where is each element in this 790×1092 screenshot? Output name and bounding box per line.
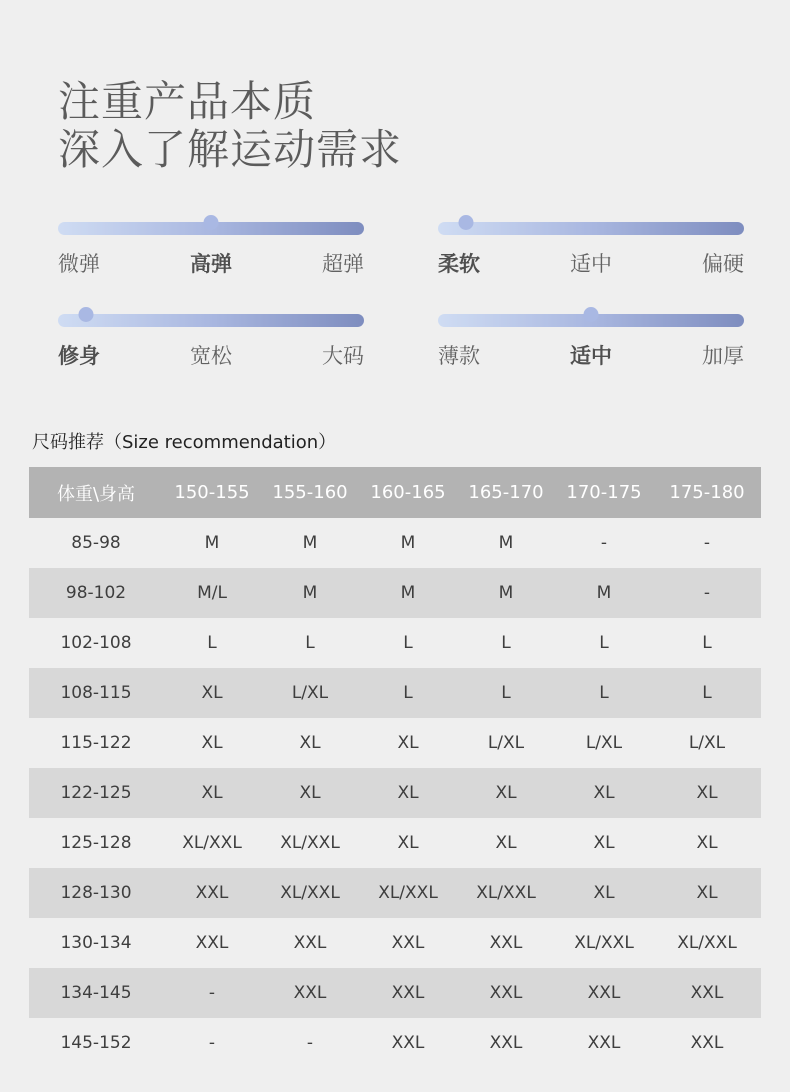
size-cell: XXL [359, 1018, 457, 1068]
size-table-title: 尺码推荐（Size recommendation） [32, 432, 337, 453]
table-row [29, 718, 761, 768]
scale-knob [204, 215, 219, 230]
header-height-range: 175-180 [653, 467, 761, 518]
size-cell: XXL [359, 968, 457, 1018]
weight-range-cell: 130-134 [29, 918, 163, 968]
size-cell: M [359, 568, 457, 618]
scale-label-low: 薄款 [438, 344, 480, 368]
size-cell: XL [163, 668, 261, 718]
size-cell: - [555, 518, 653, 568]
size-cell: - [163, 1018, 261, 1068]
size-cell: XXL [653, 1018, 761, 1068]
header-weight-height: 体重\身高 [29, 467, 163, 518]
size-cell: XL/XXL [653, 918, 761, 968]
size-cell: M [555, 568, 653, 618]
size-cell: L [457, 618, 555, 668]
size-cell: L [653, 618, 761, 668]
size-cell: XXL [555, 1018, 653, 1068]
scale-track [58, 314, 364, 327]
size-cell: M [457, 518, 555, 568]
size-cell: M [163, 518, 261, 568]
table-row [29, 668, 761, 718]
size-cell: M [261, 568, 359, 618]
scale-label-low: 柔软 [438, 252, 480, 276]
scale-label-low: 微弹 [58, 252, 100, 276]
weight-range-cell: 102-108 [29, 618, 163, 668]
scale-label-mid: 高弹 [190, 252, 232, 276]
weight-range-cell: 134-145 [29, 968, 163, 1018]
weight-range-cell: 125-128 [29, 818, 163, 868]
size-cell: L [653, 668, 761, 718]
size-cell: XL/XXL [457, 868, 555, 918]
table-row [29, 918, 761, 968]
size-cell: XL [359, 768, 457, 818]
size-cell: - [653, 568, 761, 618]
size-cell: XL [457, 818, 555, 868]
size-cell: M [457, 568, 555, 618]
header-height-range: 165-170 [457, 467, 555, 518]
size-cell: XL [653, 868, 761, 918]
size-cell: XL [359, 718, 457, 768]
size-cell: XL [653, 818, 761, 868]
size-cell: L/XL [261, 668, 359, 718]
size-cell: L [359, 668, 457, 718]
size-cell: M [261, 518, 359, 568]
weight-range-cell: 128-130 [29, 868, 163, 918]
weight-range-cell: 145-152 [29, 1018, 163, 1068]
scale-label-high: 超弹 [322, 252, 364, 276]
size-cell: - [653, 518, 761, 568]
header-height-range: 155-160 [261, 467, 359, 518]
size-cell: XL [457, 768, 555, 818]
size-cell: XXL [261, 918, 359, 968]
scale-label-mid: 宽松 [190, 344, 232, 368]
table-row [29, 968, 761, 1018]
size-cell: XL/XXL [359, 868, 457, 918]
headline [58, 78, 402, 174]
size-cell: XXL [457, 1018, 555, 1068]
size-cell: L [555, 668, 653, 718]
size-cell: L [457, 668, 555, 718]
scale-label-mid: 适中 [570, 344, 612, 368]
table-row [29, 818, 761, 868]
scale-knob [584, 307, 599, 322]
table-row [29, 1018, 761, 1068]
size-cell: XXL [163, 918, 261, 968]
weight-range-cell: 98-102 [29, 568, 163, 618]
size-cell: M [359, 518, 457, 568]
scale-track [438, 222, 744, 235]
size-cell: L [359, 618, 457, 668]
size-cell: XL/XXL [261, 818, 359, 868]
scale-label-high: 偏硬 [702, 252, 744, 276]
size-cell: XL [555, 768, 653, 818]
headline-line-2: 深入了解运动需求 [58, 125, 403, 174]
size-cell: XL/XXL [261, 868, 359, 918]
size-cell: L/XL [457, 718, 555, 768]
size-cell: XL [261, 768, 359, 818]
scale-label-low: 修身 [58, 344, 100, 368]
size-cell: L/XL [653, 718, 761, 768]
weight-range-cell: 122-125 [29, 768, 163, 818]
header-height-range: 170-175 [555, 467, 653, 518]
header-height-range: 150-155 [163, 467, 261, 518]
size-cell: XL [163, 718, 261, 768]
size-cell: XXL [261, 968, 359, 1018]
size-cell: XL [555, 868, 653, 918]
size-cell: XL [261, 718, 359, 768]
size-cell: XL [359, 818, 457, 868]
size-cell: XL/XXL [555, 918, 653, 968]
scale-label-mid: 适中 [570, 252, 612, 276]
size-cell: XL [163, 768, 261, 818]
size-cell: L [261, 618, 359, 668]
weight-range-cell: 115-122 [29, 718, 163, 768]
size-cell: L/XL [555, 718, 653, 768]
size-cell: XXL [163, 868, 261, 918]
size-cell: XXL [555, 968, 653, 1018]
size-cell: - [163, 968, 261, 1018]
scale-knob [458, 215, 473, 230]
weight-range-cell: 85-98 [29, 518, 163, 568]
size-cell: XXL [359, 918, 457, 968]
size-cell: L [163, 618, 261, 668]
headline-line-1: 注重产品本质 [58, 77, 317, 126]
size-cell: XL [653, 768, 761, 818]
header-height-range: 160-165 [359, 467, 457, 518]
weight-range-cell: 108-115 [29, 668, 163, 718]
scale-knob [78, 307, 93, 322]
table-row [29, 868, 761, 918]
table-row [29, 518, 761, 568]
size-cell: XL/XXL [163, 818, 261, 868]
table-header-row [29, 467, 761, 518]
size-cell: M/L [163, 568, 261, 618]
table-row [29, 618, 761, 668]
scale-label-high: 大码 [322, 344, 364, 368]
size-cell: XXL [653, 968, 761, 1018]
table-row [29, 568, 761, 618]
size-cell: - [261, 1018, 359, 1068]
size-cell: XXL [457, 918, 555, 968]
size-cell: L [555, 618, 653, 668]
size-cell: XXL [457, 968, 555, 1018]
size-recommendation-table [29, 467, 761, 1068]
table-row [29, 768, 761, 818]
scale-label-high: 加厚 [702, 344, 744, 368]
size-cell: XL [555, 818, 653, 868]
